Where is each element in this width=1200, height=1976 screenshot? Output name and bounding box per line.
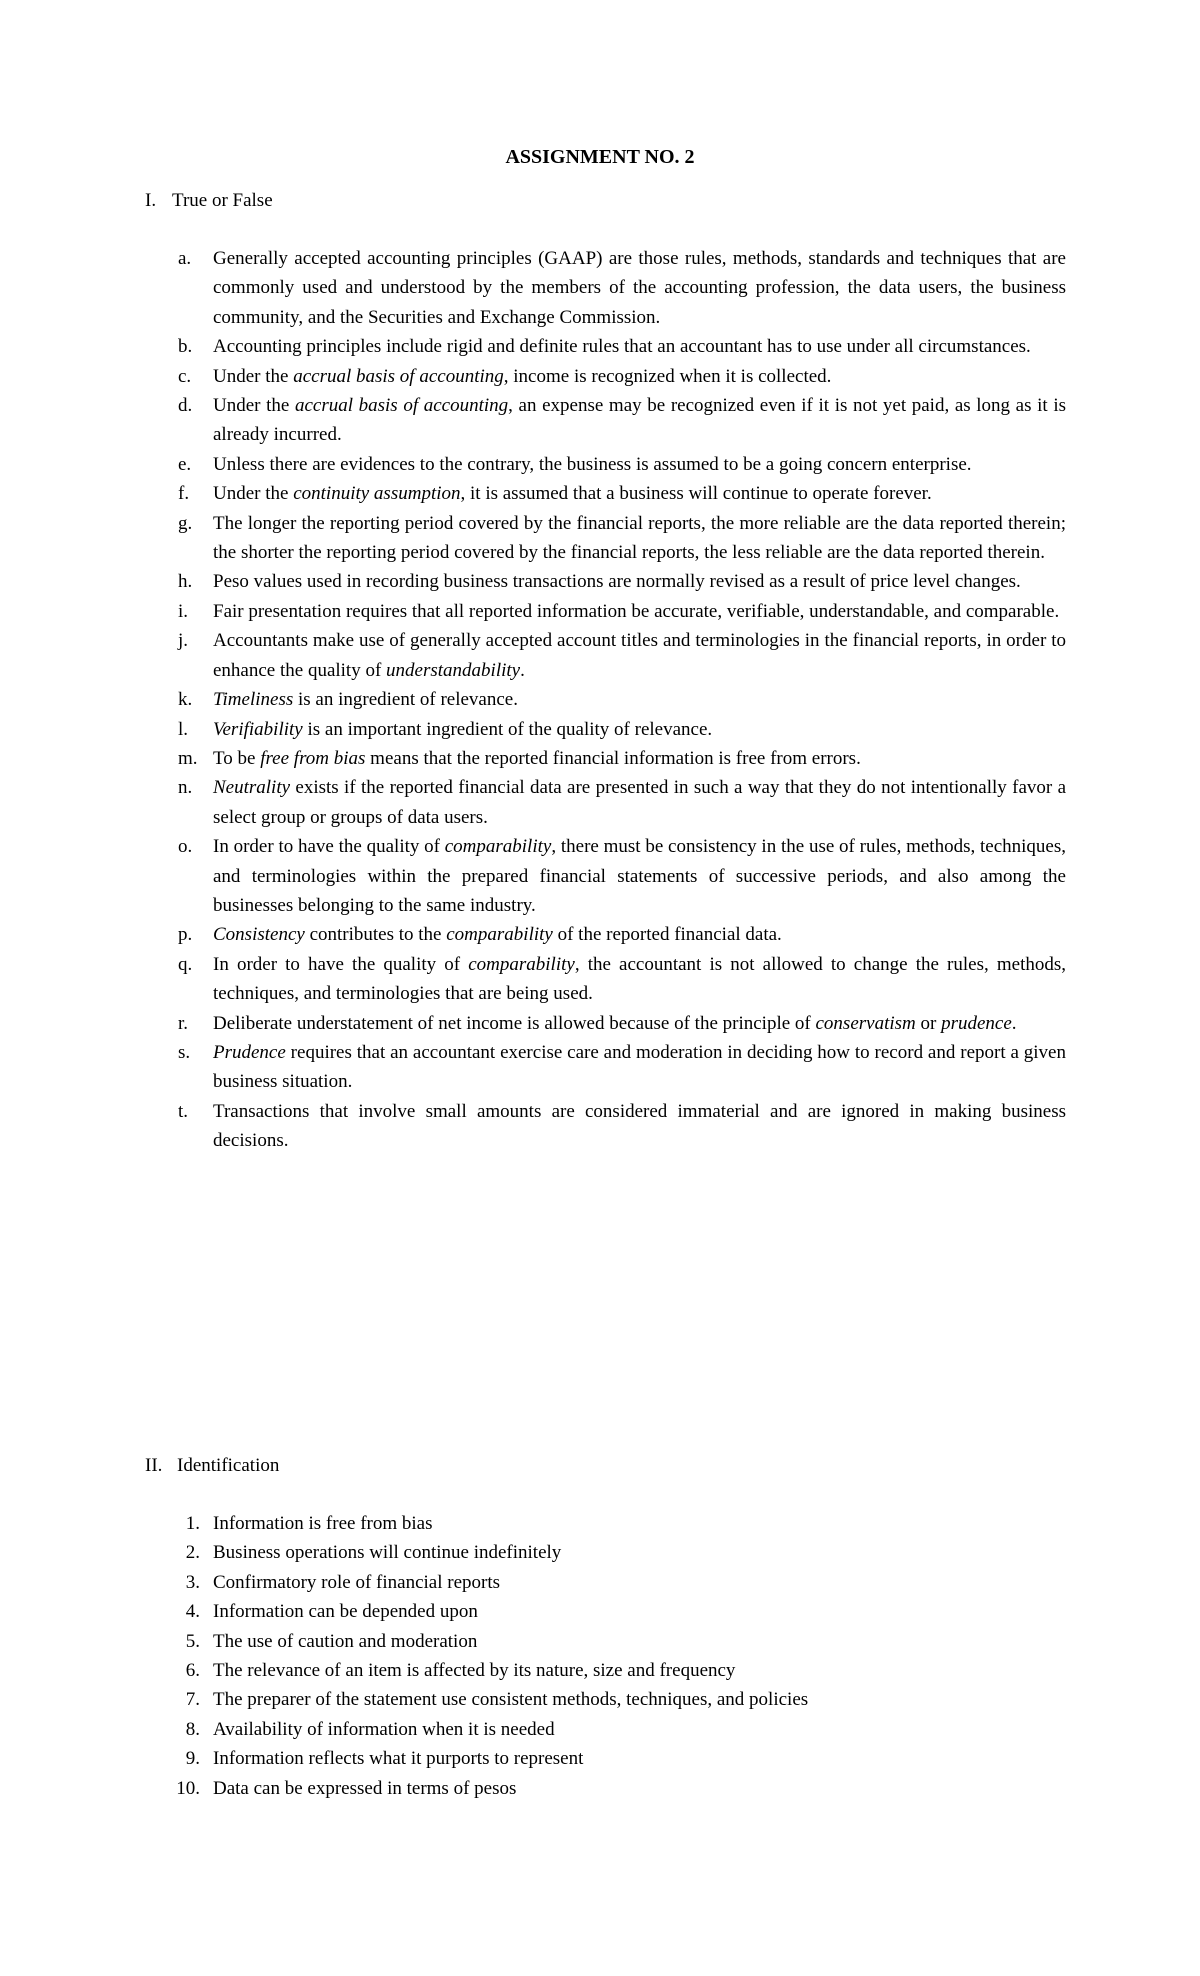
list-item [178,832,1066,920]
list-item [178,1744,1066,1773]
emphasis: free from bias [260,747,366,769]
list-item [178,685,1066,714]
item-marker: a. [178,248,192,269]
item-marker: 4. [185,1601,200,1623]
item-text: Information can be depended upon [213,1601,478,1623]
list-item [178,1538,1066,1567]
emphasis: Neutrality [213,777,291,799]
list-item [178,1685,1066,1714]
list-item [178,1509,1066,1538]
emphasis: comparability [468,953,575,975]
item-marker: g. [178,512,193,534]
item-marker: 1. [185,1513,200,1534]
item-marker: f. [178,483,190,505]
list-item [178,1774,1066,1803]
item-text: Timeliness is an ingredient of relevance. [213,689,518,711]
item-text: The longer the reporting period covered by the financial reports, the more reliable are the data reported therein; the shorter the reporting period covered by the financial reports, the less reliable are the data reported therein. [213,512,1066,564]
item-marker: m. [178,747,198,769]
item-text: In order to have the quality of comparability, the accountant is not allowed to change the rules, methods, techniques, and terminologies that are being used. [213,953,1066,1005]
item-text: Fair presentation requires that all reported information be accurate, verifiable, understandable, and comparable. [213,600,1060,622]
item-text: Availability of information when it is needed [213,1718,555,1740]
list-item [178,244,1066,332]
item-marker: b. [178,336,193,358]
item-text: Consistency contributes to the comparability of the reported financial data. [213,924,782,946]
item-marker: n. [178,777,193,799]
item-marker: 7. [185,1689,200,1711]
item-marker: p. [178,924,193,946]
emphasis: Consistency [213,924,305,946]
list-item [178,744,1066,773]
item-text: Information is free from bias [213,1513,433,1534]
emphasis: accrual basis of accounting [294,395,509,417]
item-text: To be free from bias means that the reported financial information is free from errors. [213,747,861,769]
emphasis: prudence [941,1012,1012,1034]
list-item [178,479,1066,508]
item-text: Business operations will continue indefinitely [213,1542,562,1564]
item-text: Accountants make use of generally accepted account titles and terminologies in the financial reports, in order to enhance the quality of understandability. [213,630,1066,681]
item-marker: j. [178,630,189,652]
emphasis: comparability [444,836,552,858]
item-text: Verifiability is an important ingredient of the quality of relevance. [213,718,713,740]
item-text: The use of caution and moderation [213,1630,478,1652]
document-title: ASSIGNMENT NO. 2 [505,146,695,168]
item-text: The relevance of an item is affected by its nature, size and frequency [213,1660,736,1682]
list-item [178,626,1066,685]
item-text: Deliberate understatement of net income is allowed because of the principle of conservatism or prudence. [213,1012,1017,1034]
item-marker: 3. [185,1571,200,1593]
identification-list [178,1509,1066,1803]
item-text: Accounting principles include rigid and definite rules that an accountant has to use under all circumstances. [213,336,1031,358]
item-text: Unless there are evidences to the contrary, the business is assumed to be a going concern enterprise. [213,453,972,475]
true-false-list [178,244,1066,1156]
list-item [178,509,1066,568]
item-marker: r. [178,1012,189,1034]
emphasis: continuity assumption [293,483,461,505]
list-item [178,1038,1066,1097]
list-item [178,450,1066,479]
item-text: Peso values used in recording business transactions are normally revised as a result of price level changes. [213,571,1021,593]
section-title: True or False [172,190,273,211]
item-marker: d. [178,395,193,417]
section-numeral: II. [145,1455,163,1476]
list-item [178,391,1066,450]
emphasis: comparability [446,924,553,946]
section-heading-true-or-false [145,186,273,216]
item-text: Data can be expressed in terms of pesos [213,1777,517,1799]
item-text: In order to have the quality of comparability, there must be consistency in the use of rules, methods, techniques, and terminologies within the prepared financial statements of successive periods, and also among the businesses belonging to the same industry. [213,836,1066,916]
section-numeral: I. [145,190,157,211]
list-item [178,1597,1066,1626]
list-item [178,773,1066,832]
item-marker: h. [178,571,193,593]
list-item [178,715,1066,744]
item-marker: c. [178,365,192,387]
list-item [178,597,1066,626]
item-text: Prudence requires that an accountant exercise care and moderation in deciding how to record and report a given business situation. [213,1041,1066,1093]
list-item [178,1097,1066,1156]
list-item [178,1568,1066,1597]
list-item [178,1627,1066,1656]
item-marker: o. [178,836,193,858]
list-item [178,567,1066,596]
item-text: Under the accrual basis of accounting, income is recognized when it is collected. [213,365,832,387]
item-marker: e. [178,453,192,475]
list-item [178,1715,1066,1744]
item-text: The preparer of the statement use consistent methods, techniques, and policies [213,1689,809,1711]
item-marker: l. [178,718,189,740]
item-marker: q. [178,953,193,975]
emphasis: understandability [386,659,521,681]
item-marker: 2. [185,1542,200,1564]
item-marker: 8. [185,1718,200,1740]
section-heading-identification [145,1451,279,1481]
section-title: Identification [177,1455,280,1476]
emphasis: Verifiability [213,718,303,740]
emphasis: conservatism [815,1012,916,1034]
item-text: Under the continuity assumption, it is assumed that a business will continue to operate forever. [213,483,932,505]
item-text: Under the accrual basis of accounting, an expense may be recognized even if it is not yet paid, as long as it is already incurred. [213,395,1066,446]
emphasis: Prudence [213,1041,286,1063]
emphasis: accrual basis of accounting [293,365,504,387]
item-marker: 5. [185,1630,200,1652]
list-item [178,1009,1066,1038]
list-item [178,362,1066,391]
item-marker: i. [178,600,189,622]
item-text: Confirmatory role of financial reports [213,1571,501,1593]
list-item [178,920,1066,949]
list-item [178,950,1066,1009]
item-marker: k. [178,689,193,711]
list-item [178,1656,1066,1685]
list-item [178,332,1066,361]
item-text: Information reflects what it purports to represent [213,1748,584,1770]
item-text: Generally accepted accounting principles (GAAP) are those rules, methods, standards and techniques that are commonly used and understood by the members of the accounting profession, the data users, the business community, and the Securities and Exchange Commission. [213,248,1066,328]
item-marker: 6. [185,1660,200,1682]
emphasis: Timeliness [213,689,294,711]
item-marker: s. [178,1041,191,1063]
item-text: Transactions that involve small amounts are considered immaterial and are ignored in making business decisions. [213,1100,1066,1152]
item-marker: 9. [185,1748,200,1770]
item-marker: t. [178,1100,189,1122]
item-text: Neutrality exists if the reported financial data are presented in such a way that they do not intentionally favor a select group or groups of data users. [213,777,1066,828]
item-marker: 10. [176,1777,200,1799]
